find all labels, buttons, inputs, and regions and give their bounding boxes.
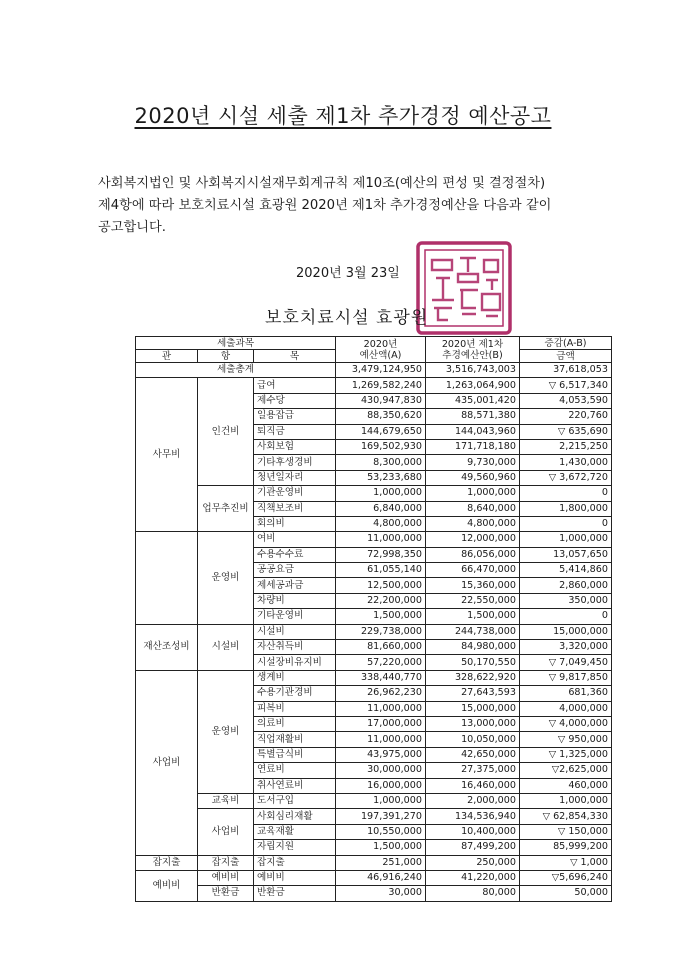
hang-cell: 인건비 bbox=[198, 378, 254, 486]
diff-cell: ▽2,625,000 bbox=[520, 763, 612, 778]
hang-cell: 반환금 bbox=[198, 886, 254, 901]
budget-b-cell: 15,360,000 bbox=[426, 578, 520, 593]
hang-cell: 운영비 bbox=[198, 532, 254, 624]
mok-cell: 연료비 bbox=[254, 763, 336, 778]
total-diff: 37,618,053 bbox=[520, 363, 612, 378]
table-row bbox=[136, 793, 612, 808]
budget-a-cell: 53,233,680 bbox=[336, 470, 426, 485]
budget-a-cell: 26,962,230 bbox=[336, 686, 426, 701]
mok-cell: 여비 bbox=[254, 532, 336, 547]
diff-cell: 15,000,000 bbox=[520, 624, 612, 639]
budget-a-cell: 17,000,000 bbox=[336, 716, 426, 731]
gwan-cell: 재산조성비 bbox=[136, 624, 198, 670]
mok-cell: 제세공과금 bbox=[254, 578, 336, 593]
notice-line-2: 제4항에 따라 보호치료시설 효광원 2020년 제1차 추가경정예산을 다음과 같이 bbox=[98, 198, 552, 213]
diff-cell: ▽ 150,000 bbox=[520, 824, 612, 839]
gwan-cell: 사무비 bbox=[136, 378, 198, 532]
diff-cell: 2,215,250 bbox=[520, 439, 612, 454]
mok-cell: 공공요금 bbox=[254, 563, 336, 578]
diff-cell: 1,800,000 bbox=[520, 501, 612, 516]
mok-cell: 수용수수료 bbox=[254, 547, 336, 562]
budget-a-cell: 10,550,000 bbox=[336, 824, 426, 839]
diff-cell: ▽ 3,672,720 bbox=[520, 470, 612, 485]
budget-b-cell: 244,738,000 bbox=[426, 624, 520, 639]
mok-cell: 교육재활 bbox=[254, 824, 336, 839]
budget-b-cell: 22,550,000 bbox=[426, 593, 520, 608]
diff-cell: 460,000 bbox=[520, 778, 612, 793]
table-row bbox=[136, 532, 612, 547]
diff-cell: 5,414,860 bbox=[520, 563, 612, 578]
budget-b-cell: 41,220,000 bbox=[426, 870, 520, 885]
mok-cell: 퇴직금 bbox=[254, 424, 336, 439]
diff-cell: 4,053,590 bbox=[520, 393, 612, 408]
diff-cell: ▽5,696,240 bbox=[520, 870, 612, 885]
budget-b-cell: 88,571,380 bbox=[426, 409, 520, 424]
budget-a-cell: 430,947,830 bbox=[336, 393, 426, 408]
mok-cell: 특별급식비 bbox=[254, 747, 336, 762]
budget-b-cell: 15,000,000 bbox=[426, 701, 520, 716]
mok-cell: 기타운영비 bbox=[254, 609, 336, 624]
diff-cell: ▽ 950,000 bbox=[520, 732, 612, 747]
budget-b-cell: 27,375,000 bbox=[426, 763, 520, 778]
budget-a-cell: 72,998,350 bbox=[336, 547, 426, 562]
total-b: 3,516,743,003 bbox=[426, 363, 520, 378]
budget-b-cell: 9,730,000 bbox=[426, 455, 520, 470]
budget-b-cell: 13,000,000 bbox=[426, 716, 520, 731]
budget-b-cell: 80,000 bbox=[426, 886, 520, 901]
mok-cell: 수용기관경비 bbox=[254, 686, 336, 701]
budget-a-cell: 43,975,000 bbox=[336, 747, 426, 762]
diff-cell: 0 bbox=[520, 486, 612, 501]
notice-paragraph bbox=[98, 173, 598, 239]
header-mok: 목 bbox=[254, 350, 336, 363]
budget-a-cell: 11,000,000 bbox=[336, 532, 426, 547]
hang-cell: 업무추진비 bbox=[198, 486, 254, 532]
mok-cell: 제수당 bbox=[254, 393, 336, 408]
mok-cell: 직책보조비 bbox=[254, 501, 336, 516]
mok-cell: 청년일자리 bbox=[254, 470, 336, 485]
hang-cell: 예비비 bbox=[198, 870, 254, 885]
budget-b-cell: 86,056,000 bbox=[426, 547, 520, 562]
diff-cell: ▽ 6,517,340 bbox=[520, 378, 612, 393]
header-account: 세출과목 bbox=[136, 337, 336, 350]
budget-b-cell: 1,500,000 bbox=[426, 609, 520, 624]
total-a: 3,479,124,950 bbox=[336, 363, 426, 378]
budget-a-cell: 30,000 bbox=[336, 886, 426, 901]
diff-cell: 350,000 bbox=[520, 593, 612, 608]
budget-b-cell: 134,536,940 bbox=[426, 809, 520, 824]
diff-cell: 50,000 bbox=[520, 886, 612, 901]
mok-cell: 생계비 bbox=[254, 670, 336, 685]
budget-a-cell: 6,840,000 bbox=[336, 501, 426, 516]
mok-cell: 일용잡급 bbox=[254, 409, 336, 424]
table-row bbox=[136, 670, 612, 685]
hang-cell: 교육비 bbox=[198, 793, 254, 808]
hang-cell: 잡지출 bbox=[198, 855, 254, 870]
mok-cell: 기타후생경비 bbox=[254, 455, 336, 470]
diff-cell: 1,000,000 bbox=[520, 532, 612, 547]
table-row bbox=[136, 886, 612, 901]
diff-cell: 3,320,000 bbox=[520, 640, 612, 655]
budget-b-cell: 50,170,550 bbox=[426, 655, 520, 670]
budget-b-cell: 10,400,000 bbox=[426, 824, 520, 839]
budget-b-cell: 4,800,000 bbox=[426, 516, 520, 531]
budget-a-cell: 1,500,000 bbox=[336, 840, 426, 855]
header-gwan: 관 bbox=[136, 350, 198, 363]
budget-a-cell: 197,391,270 bbox=[336, 809, 426, 824]
budget-a-cell: 1,000,000 bbox=[336, 486, 426, 501]
mok-cell: 자산취득비 bbox=[254, 640, 336, 655]
diff-cell: 681,360 bbox=[520, 686, 612, 701]
budget-a-cell: 169,502,930 bbox=[336, 439, 426, 454]
header-hang: 항 bbox=[198, 350, 254, 363]
budget-a-cell: 1,000,000 bbox=[336, 793, 426, 808]
budget-b-cell: 16,460,000 bbox=[426, 778, 520, 793]
budget-b-cell: 1,000,000 bbox=[426, 486, 520, 501]
mok-cell: 자립지원 bbox=[254, 840, 336, 855]
budget-a-cell: 251,000 bbox=[336, 855, 426, 870]
budget-b-cell: 144,043,960 bbox=[426, 424, 520, 439]
mok-cell: 급여 bbox=[254, 378, 336, 393]
budget-b-cell: 171,718,180 bbox=[426, 439, 520, 454]
diff-cell: 0 bbox=[520, 516, 612, 531]
mok-cell: 기관운영비 bbox=[254, 486, 336, 501]
budget-a-cell: 4,800,000 bbox=[336, 516, 426, 531]
header-budget-b: 2020년 제1차 추경예산안(B) bbox=[426, 337, 520, 363]
table-row bbox=[136, 624, 612, 639]
mok-cell: 시설장비유지비 bbox=[254, 655, 336, 670]
budget-b-cell: 250,000 bbox=[426, 855, 520, 870]
mok-cell: 사회심리재활 bbox=[254, 809, 336, 824]
budget-b-cell: 8,640,000 bbox=[426, 501, 520, 516]
diff-cell: 220,760 bbox=[520, 409, 612, 424]
budget-a-cell: 57,220,000 bbox=[336, 655, 426, 670]
notice-line-1: 사회복지법인 및 사회복지시설재무회계규칙 제10조(예산의 편성 및 결정절차) bbox=[98, 176, 546, 191]
total-label: 세출총계 bbox=[136, 363, 336, 378]
budget-b-cell: 435,001,420 bbox=[426, 393, 520, 408]
budget-b-cell: 12,000,000 bbox=[426, 532, 520, 547]
budget-a-cell: 11,000,000 bbox=[336, 732, 426, 747]
budget-b-cell: 328,622,920 bbox=[426, 670, 520, 685]
header-budget-a: 2020년 예산액(A) bbox=[336, 337, 426, 363]
budget-b-cell: 2,000,000 bbox=[426, 793, 520, 808]
table-row bbox=[136, 486, 612, 501]
mok-cell: 잡지출 bbox=[254, 855, 336, 870]
budget-a-cell: 1,269,582,240 bbox=[336, 378, 426, 393]
diff-cell: ▽ 62,854,330 bbox=[520, 809, 612, 824]
budget-a-cell: 22,200,000 bbox=[336, 593, 426, 608]
mok-cell: 도서구입 bbox=[254, 793, 336, 808]
budget-b-cell: 27,643,593 bbox=[426, 686, 520, 701]
budget-b-cell: 49,560,960 bbox=[426, 470, 520, 485]
budget-b-cell: 87,499,200 bbox=[426, 840, 520, 855]
budget-a-cell: 1,500,000 bbox=[336, 609, 426, 624]
table-row-total bbox=[136, 363, 612, 378]
diff-cell: 13,057,650 bbox=[520, 547, 612, 562]
budget-a-cell: 144,679,650 bbox=[336, 424, 426, 439]
page-title: 2020년 시설 세출 제1차 추가경정 예산공고 bbox=[134, 104, 552, 128]
gwan-cell: 사업비 bbox=[136, 670, 198, 855]
mok-cell: 의료비 bbox=[254, 716, 336, 731]
table-row bbox=[136, 378, 612, 393]
mok-cell: 직업재활비 bbox=[254, 732, 336, 747]
mok-cell: 예비비 bbox=[254, 870, 336, 885]
budget-table bbox=[135, 336, 612, 902]
budget-a-cell: 81,660,000 bbox=[336, 640, 426, 655]
diff-cell: 1,430,000 bbox=[520, 455, 612, 470]
diff-cell: ▽ 7,049,450 bbox=[520, 655, 612, 670]
table-row bbox=[136, 809, 612, 824]
header-amount: 금액 bbox=[520, 350, 612, 363]
diff-cell: 4,000,000 bbox=[520, 701, 612, 716]
budget-b-cell: 42,650,000 bbox=[426, 747, 520, 762]
budget-a-cell: 11,000,000 bbox=[336, 701, 426, 716]
diff-cell: 2,860,000 bbox=[520, 578, 612, 593]
diff-cell: ▽ 1,325,000 bbox=[520, 747, 612, 762]
budget-b-cell: 1,263,064,900 bbox=[426, 378, 520, 393]
hang-cell: 시설비 bbox=[198, 624, 254, 670]
mok-cell: 취사연료비 bbox=[254, 778, 336, 793]
gwan-cell: 예비비 bbox=[136, 870, 198, 901]
diff-cell: 0 bbox=[520, 609, 612, 624]
budget-a-cell: 338,440,770 bbox=[336, 670, 426, 685]
organization-name: 보호치료시설 효광원 bbox=[265, 308, 429, 328]
diff-cell: 85,999,200 bbox=[520, 840, 612, 855]
budget-a-cell: 30,000,000 bbox=[336, 763, 426, 778]
header-diff: 증감(A-B) bbox=[520, 337, 612, 350]
diff-cell: 1,000,000 bbox=[520, 793, 612, 808]
budget-a-cell: 88,350,620 bbox=[336, 409, 426, 424]
mok-cell: 시설비 bbox=[254, 624, 336, 639]
table-row bbox=[136, 855, 612, 870]
budget-a-cell: 229,738,000 bbox=[336, 624, 426, 639]
diff-cell: ▽ 1,000 bbox=[520, 855, 612, 870]
mok-cell: 반환금 bbox=[254, 886, 336, 901]
budget-b-cell: 10,050,000 bbox=[426, 732, 520, 747]
diff-cell: ▽ 635,690 bbox=[520, 424, 612, 439]
hang-cell: 운영비 bbox=[198, 670, 254, 793]
budget-b-cell: 84,980,000 bbox=[426, 640, 520, 655]
notice-date: 2020년 3월 23일 bbox=[296, 266, 400, 281]
diff-cell: ▽ 9,817,850 bbox=[520, 670, 612, 685]
mok-cell: 회의비 bbox=[254, 516, 336, 531]
budget-a-cell: 61,055,140 bbox=[336, 563, 426, 578]
mok-cell: 피복비 bbox=[254, 701, 336, 716]
gwan-cell-empty bbox=[136, 532, 198, 624]
budget-b-cell: 66,470,000 bbox=[426, 563, 520, 578]
budget-a-cell: 8,300,000 bbox=[336, 455, 426, 470]
budget-a-cell: 46,916,240 bbox=[336, 870, 426, 885]
gwan-cell: 잡지출 bbox=[136, 855, 198, 870]
table-row bbox=[136, 870, 612, 885]
diff-cell: ▽ 4,000,000 bbox=[520, 716, 612, 731]
notice-line-3: 공고합니다. bbox=[98, 220, 166, 235]
mok-cell: 차량비 bbox=[254, 593, 336, 608]
budget-a-cell: 12,500,000 bbox=[336, 578, 426, 593]
mok-cell: 사회보험 bbox=[254, 439, 336, 454]
hang-cell: 사업비 bbox=[198, 809, 254, 855]
budget-a-cell: 16,000,000 bbox=[336, 778, 426, 793]
